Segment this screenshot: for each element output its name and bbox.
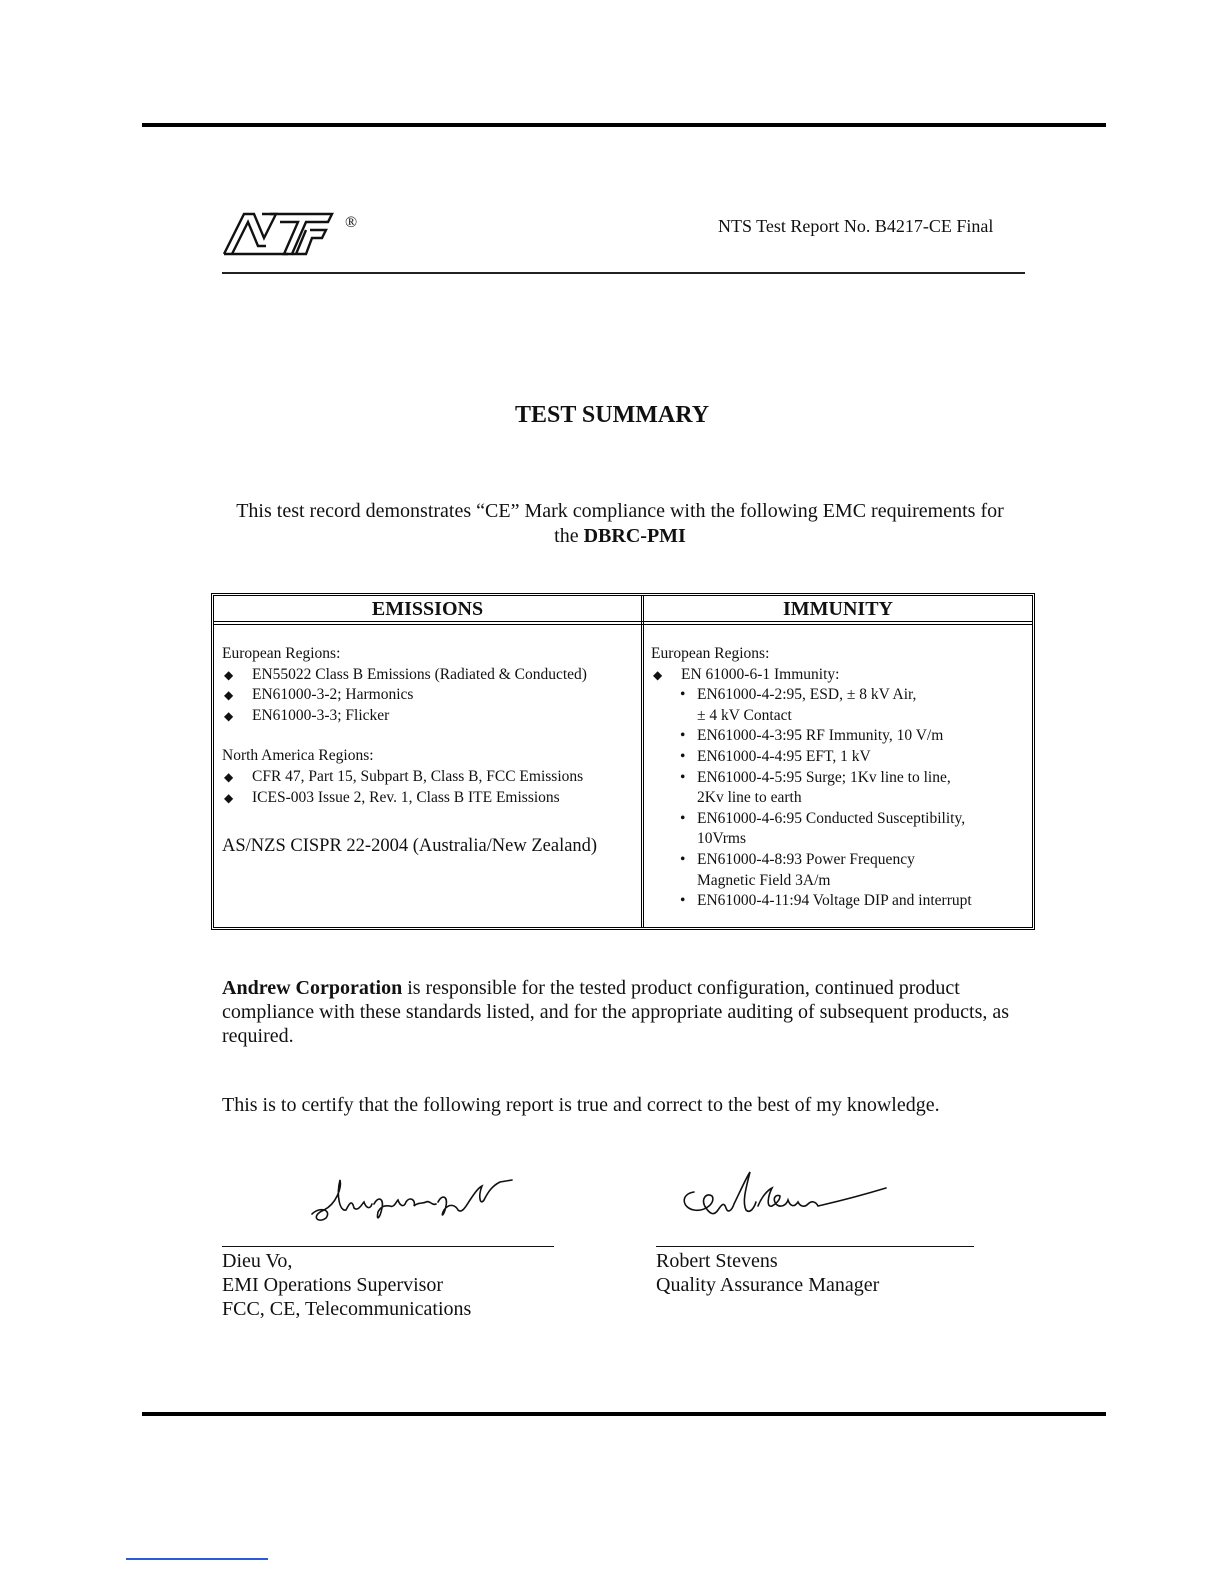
- list-item: ◆ EN61000-3-2; Harmonics: [222, 685, 636, 706]
- list-item: ◆ EN61000-3-3; Flicker: [222, 706, 636, 727]
- list-item: ◆ EN55022 Class B Emissions (Radiated & Conducted): [222, 665, 636, 686]
- header-divider: [214, 621, 1032, 625]
- sub-list-item: • EN61000-4-4:95 EFT, 1 kV: [651, 747, 1031, 768]
- bullet-icon: •: [680, 850, 686, 868]
- aus-nz-standard: AS/NZS CISPR 22-2004 (Australia/New Zealand): [222, 836, 598, 857]
- signer-title: Quality Assurance Manager: [656, 1274, 880, 1296]
- emissions-eu-label: European Regions:: [222, 645, 341, 662]
- responsibility-paragraph: [222, 976, 1022, 1048]
- report-number: NTS Test Report No. B4217-CE Final: [718, 216, 994, 236]
- page-title: TEST SUMMARY: [514, 402, 710, 428]
- responsibility-text: is responsible for the tested product configuration, continued product compliance with these standards listed, and for the appropriate auditing of subsequent products, as required.: [222, 977, 1010, 1047]
- top-rule: [142, 123, 1106, 127]
- list-item: ◆ EN 61000-6-1 Immunity:: [651, 665, 1031, 686]
- signature-line-1: [222, 1246, 554, 1247]
- intro-text: This test record demonstrates “CE” Mark compliance with the following EMC requirements for: [236, 500, 1004, 522]
- intro-paragraph: [200, 499, 1040, 549]
- signer-name: Dieu Vo,: [222, 1250, 293, 1272]
- list-item: ◆ ICES-003 Issue 2, Rev. 1, Class B ITE Emissions: [222, 788, 636, 809]
- header-rule: [222, 272, 1025, 274]
- list-item: ◆ CFR 47, Part 15, Subpart B, Class B, FCC Emissions: [222, 767, 636, 788]
- signature-robert-stevens: [676, 1166, 898, 1224]
- standards-table: [211, 593, 1035, 930]
- column-divider: [641, 596, 644, 927]
- nts-logo: [222, 210, 334, 256]
- diamond-bullet-icon: ◆: [224, 667, 234, 682]
- signer-block-1: [222, 1249, 471, 1321]
- signer-block-2: [656, 1249, 879, 1297]
- emissions-na-label: North America Regions:: [222, 747, 374, 765]
- bullet-icon: •: [680, 892, 686, 910]
- signer-department: FCC, CE, Telecommunications: [222, 1298, 472, 1320]
- bullet-icon: •: [680, 768, 686, 786]
- bullet-icon: •: [680, 727, 686, 745]
- sub-list-item: • EN61000-4-11:94 Voltage DIP and interrupt: [651, 891, 1031, 912]
- sub-list-item: • EN61000-4-8:93 Power Frequency Magnetic Field 3A/m: [680, 850, 915, 889]
- emissions-cell: [222, 644, 636, 857]
- bullet-icon: •: [680, 686, 686, 704]
- sub-list-item: • EN61000-4-2:95, ESD, ± 8 kV Air, ± 4 kV Contact: [680, 686, 917, 724]
- immunity-cell: [651, 644, 1031, 912]
- company-name: Andrew Corporation: [222, 977, 403, 999]
- sub-list-item: • EN61000-4-6:95 Conducted Susceptibility, 10Vrms: [680, 809, 966, 848]
- bottom-rule: [142, 1412, 1106, 1416]
- sub-list-item: • EN61000-4-5:95 Surge; 1Kv line to line, 2Kv line to earth: [680, 768, 951, 807]
- bullet-icon: •: [680, 809, 686, 827]
- signature-line-2: [656, 1246, 974, 1247]
- footer-link-underline: [126, 1558, 268, 1560]
- diamond-bullet-icon: ◆: [653, 667, 663, 682]
- diamond-bullet-icon: ◆: [224, 688, 234, 703]
- bullet-icon: •: [680, 747, 686, 765]
- product-name: DBRC-PMI: [583, 525, 686, 547]
- immunity-eu-label: European Regions:: [651, 645, 770, 662]
- registered-mark: ®: [345, 214, 358, 231]
- immunity-heading: IMMUNITY: [783, 598, 893, 620]
- diamond-bullet-icon: ◆: [224, 790, 234, 805]
- diamond-bullet-icon: ◆: [224, 708, 234, 723]
- intro-prefix: the: [554, 525, 579, 547]
- signer-name: Robert Stevens: [656, 1250, 778, 1272]
- certification-statement: This is to certify that the following report is true and correct to the best of my knowledge.: [222, 1094, 940, 1116]
- signature-dieu-vo: [306, 1166, 516, 1226]
- diamond-bullet-icon: ◆: [224, 769, 234, 784]
- signer-title: EMI Operations Supervisor: [222, 1274, 444, 1296]
- sub-list-item: • EN61000-4-3:95 RF Immunity, 10 V/m: [651, 726, 1031, 747]
- emissions-heading: EMISSIONS: [371, 598, 484, 620]
